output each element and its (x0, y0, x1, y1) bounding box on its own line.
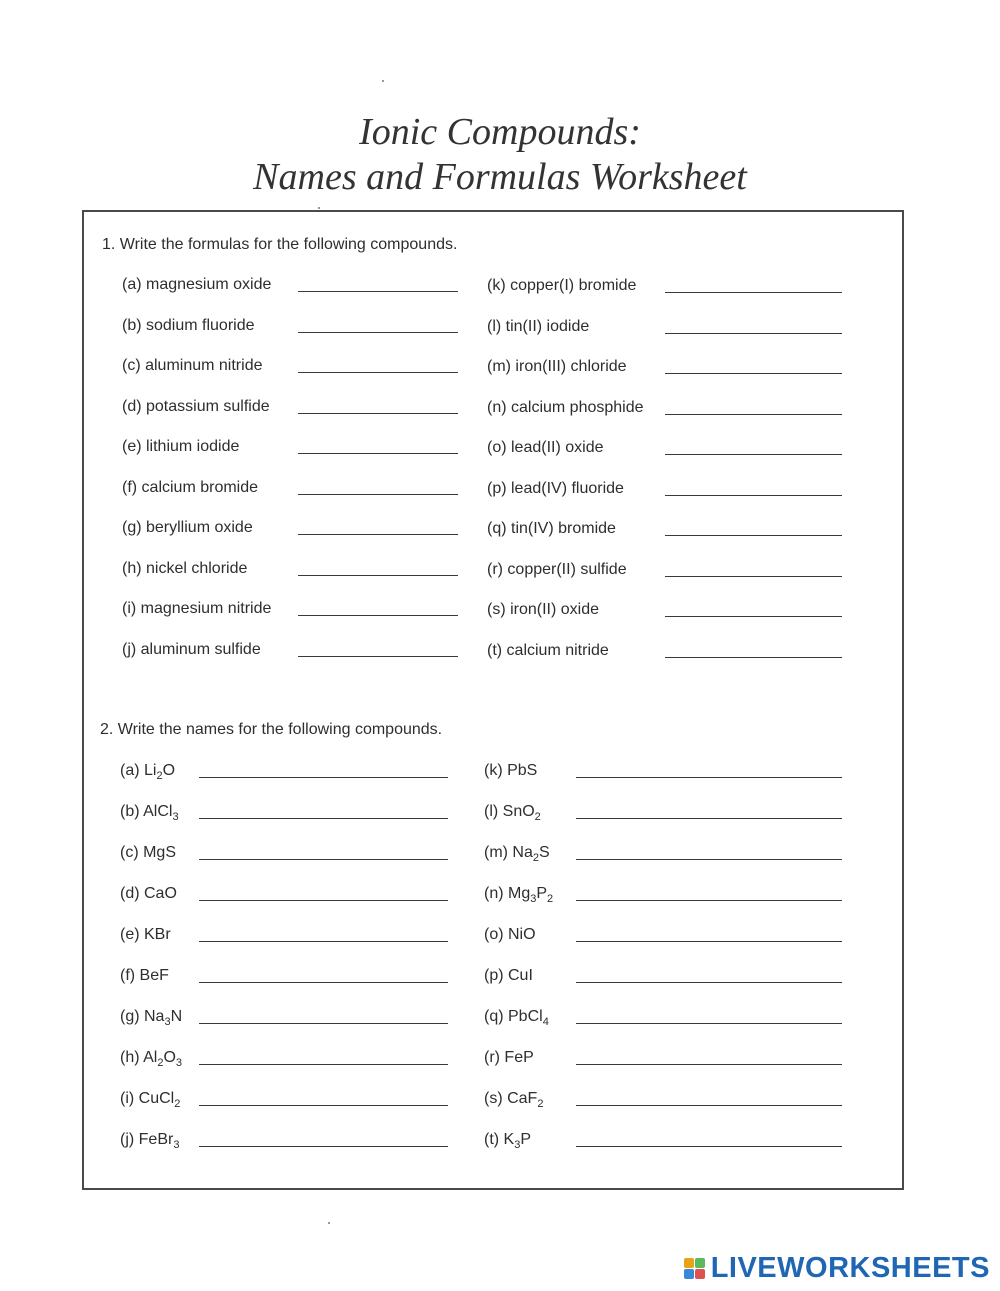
formula-question-left: (c) aluminum nitride (122, 357, 263, 374)
formula-answer-blank[interactable] (665, 576, 842, 577)
scan-speck (328, 1222, 330, 1224)
formula-question-left: (a) magnesium oxide (122, 276, 272, 293)
name-answer-blank[interactable] (199, 900, 448, 901)
formula-answer-blank[interactable] (298, 534, 458, 535)
formula-question-right: (t) calcium nitride (487, 641, 609, 659)
formula-question-left: (d) potassium sulfide (122, 397, 270, 415)
name-answer-blank[interactable] (576, 1146, 842, 1147)
name-answer-blank[interactable] (576, 1023, 842, 1024)
formula-answer-blank[interactable] (665, 454, 842, 455)
name-answer-blank[interactable] (576, 1105, 842, 1106)
formula-answer-blank[interactable] (298, 494, 458, 495)
name-answer-blank[interactable] (199, 859, 448, 860)
formula-question-right: (r) copper(II) sulfide (487, 560, 627, 578)
formula-question-right: (s) iron(II) oxide (487, 601, 600, 618)
name-question-right: (l) SnO$_2$ (484, 803, 541, 824)
name-answer-blank[interactable] (576, 859, 842, 860)
formula-question-right: (n) calcium phosphide (487, 398, 644, 416)
section1-instruction: 1. Write the formulas for the following compounds. (102, 236, 458, 253)
name-question-right: (n) $Mg_3P_2$ (484, 885, 554, 906)
name-answer-blank[interactable] (199, 1023, 448, 1024)
name-answer-blank[interactable] (576, 941, 842, 942)
formula-answer-blank[interactable] (665, 414, 842, 415)
name-question-left: (c) MgS (120, 844, 176, 861)
name-answer-blank[interactable] (199, 941, 448, 942)
name-answer-blank[interactable] (576, 982, 842, 983)
name-question-right: (s) CaF$_2$ (484, 1090, 544, 1111)
brand-name: LIVEWORKSHEETS (710, 1251, 990, 1284)
name-answer-blank[interactable] (576, 818, 842, 819)
formula-question-left: (h) nickel chloride (122, 559, 248, 577)
formula-question-right: (l) tin(II) iodide (487, 317, 590, 335)
scan-speck (318, 207, 320, 209)
formula-answer-blank[interactable] (665, 535, 842, 536)
liveworksheets-brand (684, 1252, 990, 1284)
name-answer-blank[interactable] (576, 1064, 842, 1065)
formula-question-left: (f) calcium bromide (122, 478, 259, 496)
formula-question-right: (m) iron(III) chloride (487, 358, 627, 375)
name-answer-blank[interactable] (199, 1064, 448, 1065)
name-answer-blank[interactable] (576, 777, 842, 778)
formula-question-right: (o) lead(II) oxide (487, 439, 604, 456)
name-question-right: (t) $K_3P$ (484, 1131, 532, 1152)
name-answer-blank[interactable] (199, 1105, 448, 1106)
name-question-right: (q) PbCl$_4$ (484, 1008, 549, 1029)
name-answer-blank[interactable] (199, 1146, 448, 1147)
formula-answer-blank[interactable] (298, 291, 458, 292)
name-question-left: (a) $Li_2O$ (120, 762, 176, 783)
formula-answer-blank[interactable] (665, 616, 842, 617)
formula-question-left: (g) beryllium oxide (122, 519, 253, 536)
worksheet-title-line2: Names and Formulas Worksheet (253, 156, 747, 198)
formula-question-right: (q) tin(IV) bromide (487, 520, 616, 537)
name-question-right: (k) PbS (484, 762, 538, 779)
formula-answer-blank[interactable] (298, 615, 458, 616)
formula-answer-blank[interactable] (298, 332, 458, 333)
formula-question-left: (j) aluminum sulfide (122, 640, 261, 658)
section2-instruction: 2. Write the names for the following compounds. (100, 721, 443, 738)
formula-answer-blank[interactable] (298, 656, 458, 657)
name-answer-blank[interactable] (199, 777, 448, 778)
name-question-left: (i) CuCl$_2$ (120, 1090, 181, 1111)
formula-answer-blank[interactable] (298, 413, 458, 414)
formula-answer-blank[interactable] (298, 372, 458, 373)
worksheet-title-line1: Ionic Compounds: (359, 111, 641, 153)
formula-question-left: (e) lithium iodide (122, 438, 240, 455)
name-answer-blank[interactable] (576, 900, 842, 901)
formula-answer-blank[interactable] (665, 333, 842, 334)
name-question-left: (h) $Al_2O_3$ (120, 1049, 183, 1070)
formula-answer-blank[interactable] (665, 292, 842, 293)
scan-speck (382, 80, 384, 82)
formula-question-left: (i) magnesium nitride (122, 600, 272, 617)
name-question-right: (r) FeP (484, 1049, 534, 1066)
name-question-right: (o) NiO (484, 926, 536, 943)
formula-answer-blank[interactable] (298, 575, 458, 576)
formula-answer-blank[interactable] (665, 373, 842, 374)
name-question-right: (p) CuI (484, 967, 533, 984)
formula-question-right: (p) lead(IV) fluoride (487, 479, 624, 497)
name-question-left: (e) KBr (120, 926, 171, 943)
formula-answer-blank[interactable] (665, 657, 842, 658)
formula-question-right: (k) copper(I) bromide (487, 277, 637, 294)
name-question-right: (m) $Na_2S$ (484, 844, 550, 865)
name-answer-blank[interactable] (199, 982, 448, 983)
formula-answer-blank[interactable] (298, 453, 458, 454)
name-question-left: (f) BeF (120, 967, 169, 984)
name-question-left: (d) CaO (120, 885, 177, 902)
name-answer-blank[interactable] (199, 818, 448, 819)
formula-answer-blank[interactable] (665, 495, 842, 496)
name-question-left: (j) FeBr$_3$ (120, 1131, 180, 1152)
liveworksheets-logo-icon (684, 1258, 705, 1279)
formula-question-left: (b) sodium fluoride (122, 316, 255, 334)
name-question-left: (g) $Na_3N$ (120, 1008, 183, 1029)
name-question-left: (b) AlCl$_3$ (120, 803, 179, 824)
